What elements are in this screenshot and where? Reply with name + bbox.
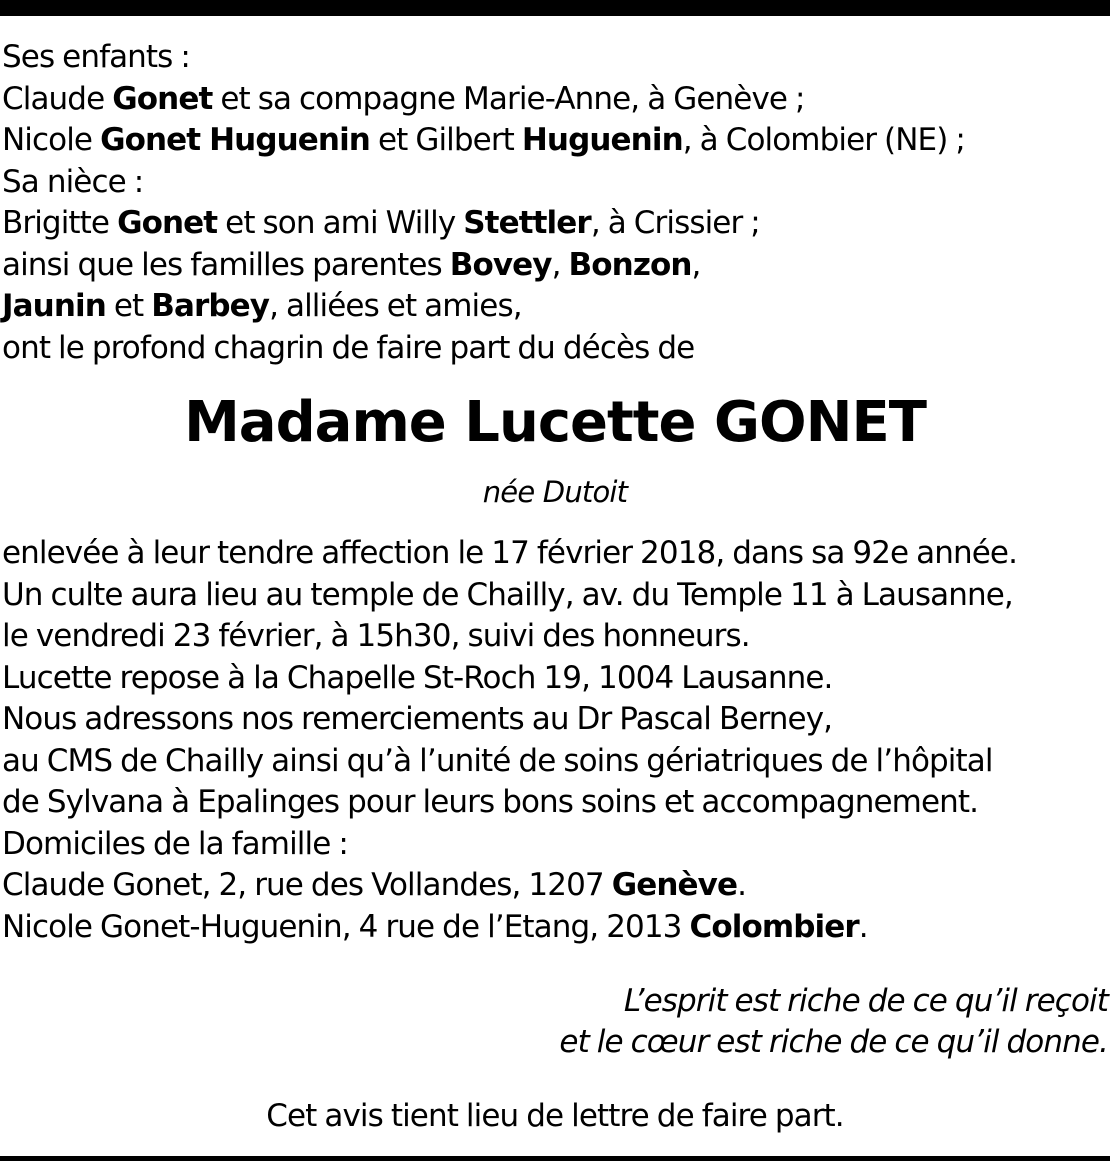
deceased-name: Madame Lucette GONET	[184, 390, 926, 455]
service-location-line: Un culte aura lieu au temple de Chailly, av. du Temple 11 à Lausanne,	[2, 576, 1013, 613]
funeral-details	[2, 533, 1107, 948]
domicile-nicole: Nicole Gonet-Huguenin, 4 rue de l’Etang, 2013 Colombier.	[2, 908, 868, 945]
closing-quote	[308, 981, 1108, 1063]
domiciles-heading: Domiciles de la famille :	[2, 825, 348, 862]
death-date-line: enlevée à leur tendre affection le 17 février 2018, dans sa 92e année.	[2, 535, 1018, 571]
family-member-claude: Claude Gonet et sa compagne Marie-Anne, à Genève ;	[2, 80, 805, 117]
service-date-line: le vendredi 23 février, à 15h30, suivi des honneurs.	[2, 618, 750, 654]
related-families-line: ainsi que les familles parentes Bovey, Bonzon,	[2, 246, 701, 283]
thanks-line-2: au CMS de Chailly ainsi qu’à l’unité de soins gériatriques de l’hôpital	[2, 742, 993, 779]
announcement-intro: ont le profond chagrin de faire part du décès de	[2, 329, 695, 366]
family-member-nicole: Nicole Gonet Huguenin et Gilbert Huguenin, à Colombier (NE) ;	[2, 122, 965, 158]
maiden-name: née Dutoit	[482, 475, 628, 509]
related-families-line-2: Jaunin et Barbey, alliées et amies,	[2, 288, 522, 324]
thanks-line-1: Nous adressons nos remerciements au Dr Pascal Berney,	[2, 701, 833, 737]
thanks-line-3: de Sylvana à Epalinges pour leurs bons soins et accompagnement.	[2, 784, 979, 820]
quote-line-2: et le cœur est riche de ce qu’il donne.	[559, 1024, 1108, 1060]
children-heading: Ses enfants :	[2, 39, 190, 75]
notice-footer: Cet avis tient lieu de lettre de faire part.	[266, 1098, 844, 1134]
top-rule	[0, 0, 1110, 16]
bottom-rule	[0, 1156, 1110, 1161]
family-announcement	[2, 37, 1102, 369]
quote-line-1: L’esprit est riche de ce qu’il reçoit	[623, 983, 1108, 1019]
family-member-brigitte: Brigitte Gonet et son ami Willy Stettler, à Crissier ;	[2, 205, 760, 241]
resting-place-line: Lucette repose à la Chapelle St-Roch 19, 1004 Lausanne.	[2, 659, 833, 696]
domicile-claude: Claude Gonet, 2, rue des Vollandes, 1207 Genève.	[2, 867, 747, 903]
niece-heading: Sa nièce :	[2, 163, 144, 200]
